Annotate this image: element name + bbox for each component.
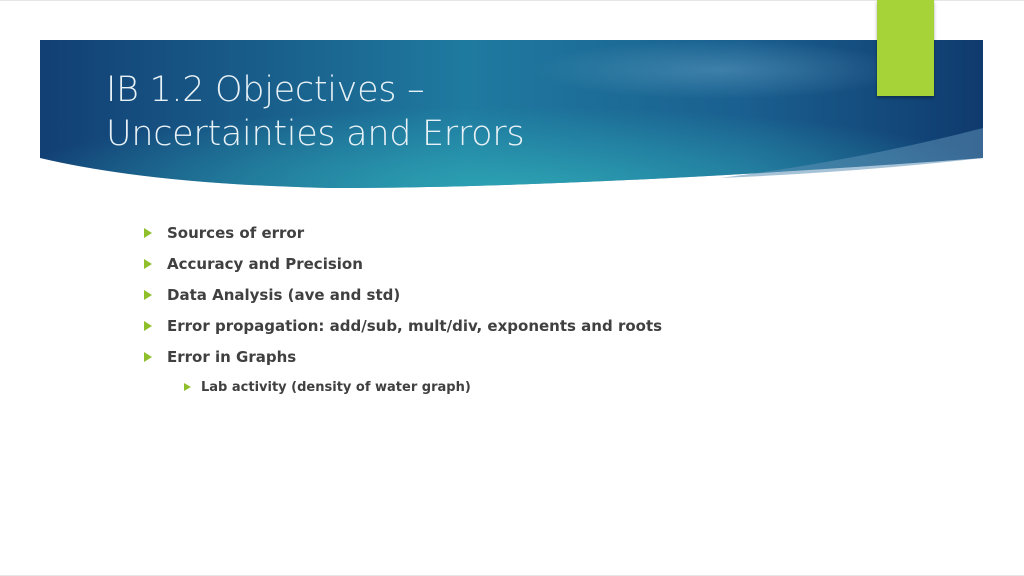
sub-bullet-item: [184, 377, 471, 397]
bullet-item: [144, 253, 363, 275]
bullet-item: [144, 222, 304, 244]
bullet-text: Data Analysis (ave and std): [167, 286, 401, 304]
bullet-item: [144, 284, 400, 306]
bullet-text: Error propagation: add/sub, mult/div, exponents and roots: [167, 317, 663, 335]
triangle-right-icon: [184, 383, 191, 391]
triangle-right-icon: [144, 259, 152, 269]
bullet-item: [144, 315, 662, 337]
triangle-right-icon: [144, 228, 152, 238]
bullet-text: Error in Graphs: [167, 348, 297, 366]
sub-bullet-text: Lab activity (density of water graph): [201, 379, 471, 395]
triangle-right-icon: [144, 290, 152, 300]
accent-tab: [877, 0, 934, 96]
triangle-right-icon: [144, 352, 152, 362]
title-line-2: Uncertainties and Errors: [106, 114, 525, 154]
bullet-text: Sources of error: [167, 224, 305, 242]
bullet-text: Accuracy and Precision: [167, 255, 363, 273]
bullet-item: [144, 346, 296, 368]
title-line-1: IB 1.2 Objectives –: [106, 70, 425, 110]
slide-title: [106, 68, 826, 156]
triangle-right-icon: [144, 321, 152, 331]
